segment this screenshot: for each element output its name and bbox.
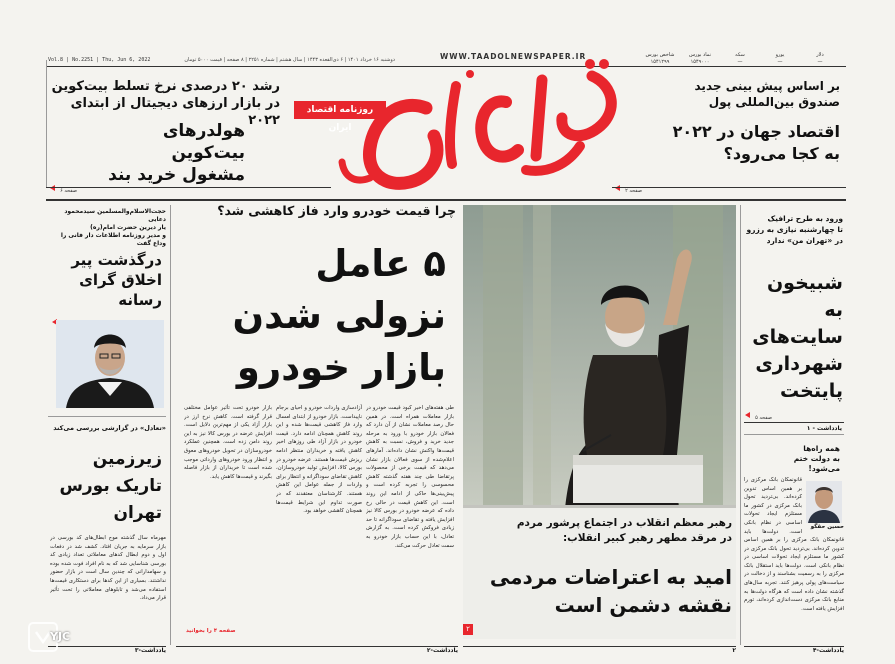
bourse-headline[interactable]: زیرزمین تاریک بورس تهران [59,449,162,523]
photo-caption-kicker: رهبر معظم انقلاب در اجتماع پرشور مردم در مرقد مطهر رهبر کبیر انقلاب: [516,517,732,544]
footer-photo: ۲ [463,646,736,660]
watermark-logo: YJC [28,620,74,654]
footer-right: یادداشت-۴ [744,646,844,660]
promo-left-sub: رشد ۲۰ درصدی نرخ تسلط بیت‌کوین در بازار ارزهای دیجیتال از ابتدای ۲۰۲۲ [51,79,280,128]
author-name: حسین حقگو [810,524,844,530]
car-body-col1: طی هفته‌های اخیر کبود قیمت خودرو در بازار معاملات همراه است. در همین حال رصد معاملات نشان از آن دارد که فعالان بازار خودرو با ورود به مرحله جدید خرید و فروش، نسبت به کاهش قیمت‌ها واکنش نشان داده‌اند. آمارهای اعلام‌شده از سوی فعالان بازار نشان می‌دهد که قیمت برخی از محصولات پرتقاضا طی چند هفته گذشته کاهش محسوسی را تجربه کرده است و پیش‌بینی‌ها حاکی از ادامه این روند است. این کاهش قیمت در حالی رخ داده که عرضه خودرو در بورس کالا نیز افزایش یافته و تقاضای سوداگرانه تا حد زیادی فروکش کرده است. به گزارش تعادل، با این حساب بازار خودرو به سمت تعادل حرکت می‌کند. [366,405,454,549]
note-kicker: همه راه‌ها به دولت ختم می‌شود! [793,444,840,473]
market-cells [640,52,840,72]
car-body-col3: بازار خودرو تحت تأثیر عوامل مختلفی قرار گرفته است. کاهش نرخ ارز در بازار آزاد یکی از مهم‌ترین دلایل است. افزایش عرضه در بورس کالا نیز به این روند دامن زده است. همچنین عملکرد خودروسازان در تحویل خودروهای معوق و انتظار ورود خودروهای وارداتی موجب شده است تا خریداران از بازار فاصله بگیرند و قیمت‌ها کاهش یابد. [184,405,272,480]
market-cell: یورو — [775,52,785,65]
car-body-col2: آزادسازی واردات خودرو و احیای برجام ناپیداست. بازار خودرو از ابتدای امسال وارد فاز کاهشی قیمت‌ها شده و این روند کاهش همچنان ادامه دارد. قیمت خودرو در بازار آزاد طی روزهای اخیر کاهش یافته و خریداران منتظر ادامه ریزش قیمت‌ها هستند. عرضه خودرو در بورس کالا، افزایش تولید خودروسازان، کاهش تقاضای سوداگرانه و انتظار برای واردات از جمله عوامل این کاهش هستند. کارشناسان معتقدند که در صورت تداوم این شرایط قیمت‌ها همچنان کاهشی خواهد بود. [276,405,362,515]
obituary-portrait [56,320,164,408]
note-strip: یادداشت - ۱ [744,422,844,435]
author-portrait [806,481,842,523]
market-cell: نماد بورس ۱۵۴۹۰۰۰ [688,52,712,65]
issue-info: Vol.8 | No.2251 | Thu, Jun 6, 2022 [48,57,151,63]
market-cell: سکه — [735,52,745,65]
market-cell: دلار — [816,52,824,65]
car-market-headline[interactable]: ۵ عامل نزولی شدن بازار خودرو [232,242,446,389]
promo-right-headline[interactable]: اقتصاد جهان در ۲۰۲۲ به کجا می‌رود؟ [672,122,840,163]
photo-caption-headline[interactable]: امید به اعتراضات مردمی نقشه دشمن است [489,565,732,617]
masthead-logo[interactable] [330,58,630,198]
note-body: قانونمکان بانک مرکزی را بر همین اساس تدوین کرده‌اند. بی‌تردید تحول بانک مرکزی در کشور ما مستلزم ایجاد تحولات اساسی در نظام بانکی است. دولت‌ها باید استقلال بانک مرکزی را به رسمیت بشناسند و از دخالت در سیاست‌های پولی پرهیز کنند. تجربه سال‌های گذشته نشان داده است که هرگاه دولت‌ها به منابع بانک مرکزی دست‌اندازی کرده‌اند، تورم افزایش یافته است. [744,537,844,612]
traffic-headline[interactable]: شبیخون به سایت‌های شهرداری پایتخت [752,272,843,402]
obituary-kicker: حجت‌الاسلام‌والمسلمین سیدمحمود دعایی یار دیرین حضرت امام(ره) و مدیر روزنامه اطلاعات دار فانی را وداع گفت [60,208,166,247]
traffic-ref[interactable]: صفحه ۵ [745,404,772,423]
promo-left-headline[interactable]: هولدرهای بیت‌کوین مشغول خرید بند [108,121,245,185]
footer-mid: یادداشت-۲ [176,646,458,660]
promo-left-ref[interactable]: صفحه ۶ [50,177,77,196]
market-cell: شاخص بورس ۱۵۴۱۲۹۹ [645,52,675,65]
bourse-body: مهرماه سال گذشته موج ابطال‌های کد بورسی در بازار سرمایه به جریان افتاد. کشف شد در دفعات اول و دوم ابطال کدهای معاملاتی تعداد زیادی کد بورسی شناسایی شد که به نام افراد فوت شده بوده و سهامدارانی که چندین سال است در بازار حضور نداشتند. بسیاری از این کدها برای دستکاری قیمت‌ها استفاده می‌شد و تابلوهای معاملاتی را تحت تأثیر قرار می‌داد. [50,535,166,602]
photo-ref[interactable]: ۲ [463,624,473,635]
masthead-subtitle: روزنامه اقتصاد ایران [294,101,386,119]
car-ref[interactable]: صفحه ۴ را بخوانید [186,628,236,634]
car-market-kicker: چرا قیمت خودرو وارد فاز کاهشی شد؟ [217,203,456,218]
traffic-kicker: ورود به طرح ترافیک تا چهارشنبه نیازی به رزرو در «تهران من» ندارد [746,214,843,245]
obituary-headline[interactable]: درگذشت پیر اخلاق گرای رسانه [71,251,162,309]
issue-date-fa: دوشنبه ۱۶ خرداد ۱۴۰۱ | ۶ ذی‌القعده ۱۴۴۳ | سال هشتم | شماره ۲۲۵۱ | ۸ صفحه | قیمت ۵۰۰۰ تومان [184,57,395,63]
footer-left: یادداشت-۳ [48,646,166,660]
note-body-top: قانونمکان بانک مرکزی را بر همین اساس تدوین کرده‌اند. بی‌تردید تحول بانک مرکزی در کشور ما مستلزم ایجاد تحولات اساسی در نظام بانکی است. دولت‌ها باید [744,477,802,535]
promo-right-ref[interactable]: صفحه ۲ [615,177,642,196]
promo-right-sub: بر اساس پیش بینی جدید صندوق بین‌المللی پول [694,79,840,109]
site-url[interactable]: WWW.TAADOLNEWSPAPER.IR [440,52,587,61]
bourse-kicker: «تعادل» در گزارشی بررسی می‌کند [53,424,166,432]
arrow-icon [745,412,750,418]
